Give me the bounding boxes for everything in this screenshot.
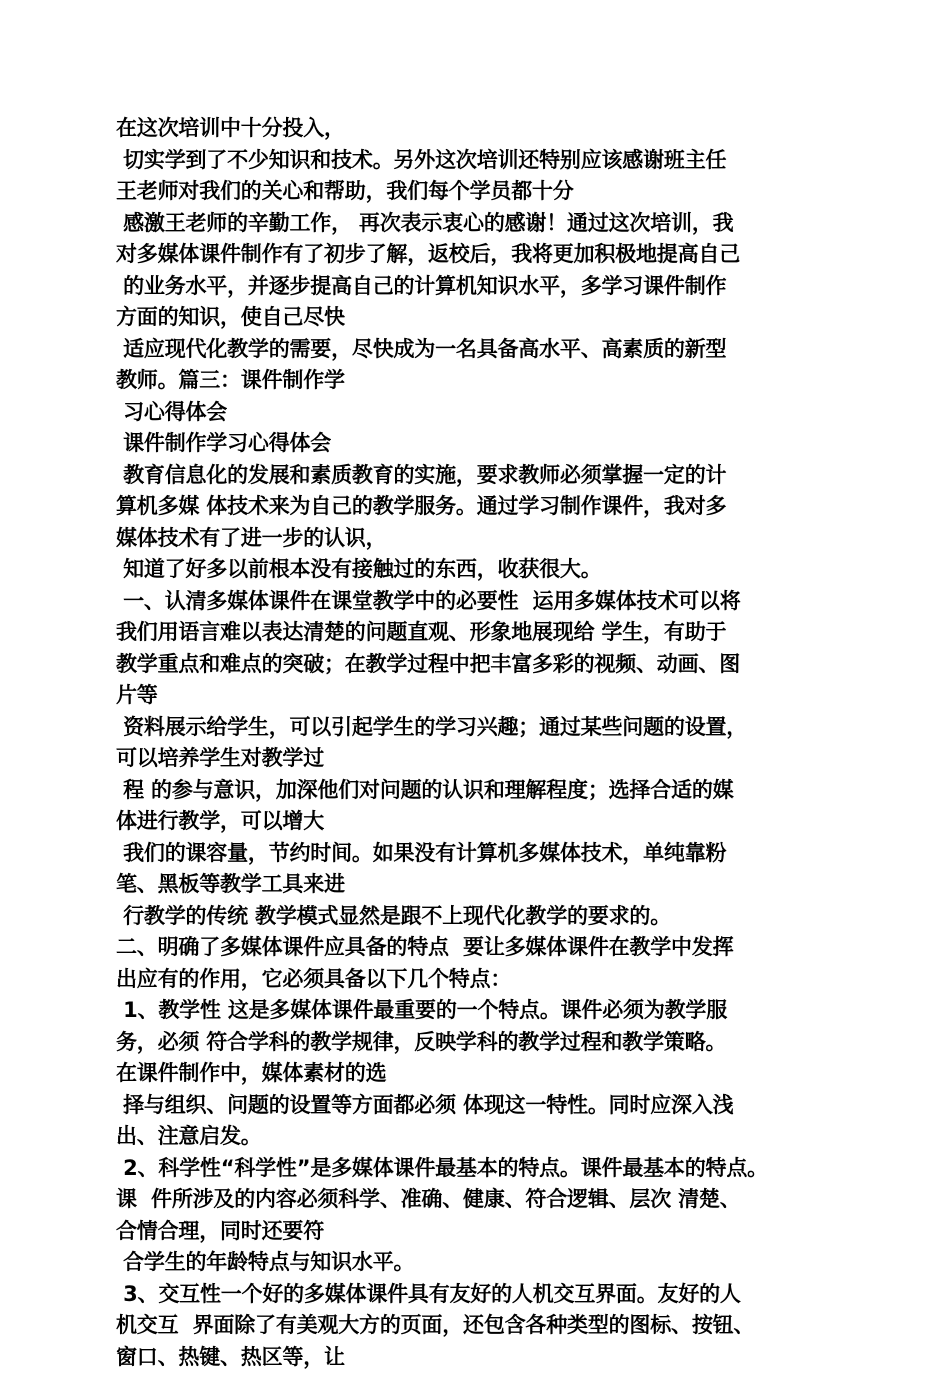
text-line-13: 算机多媒 体技术来为自己的教学服务。通过学习制作课件，我对多 bbox=[116, 491, 840, 523]
text-line-21: 可以培养学生对教学过 bbox=[116, 743, 840, 775]
text-line-9: 教师。篇三：课件制作学 bbox=[116, 365, 840, 397]
text-line-24: 我们的课容量，节约时间。如果没有计算机多媒体技术，单纯靠粉 bbox=[116, 838, 840, 870]
text-line-33: 出、注意启发。 bbox=[116, 1121, 840, 1153]
text-line-17: 我们用语言难以表达清楚的问题直观、形象地展现给 学生，有助于 bbox=[116, 617, 840, 649]
text-line-12: 教育信息化的发展和素质教育的实施，要求教师必须掌握一定的计 bbox=[116, 460, 840, 492]
text-line-8: 适应现代化教学的需要，尽快成为一名具备高水平、高素质的新型 bbox=[116, 334, 840, 366]
text-line-5: 对多媒体课件制作有了初步了解，返校后，我将更加积极地提高自己 bbox=[116, 239, 840, 271]
text-line-7: 方面的知识，使自己尽快 bbox=[116, 302, 840, 334]
text-line-30: 务，必须 符合学科的教学规律，反映学科的教学过程和教学策略。 bbox=[116, 1027, 840, 1059]
text-line-11: 课件制作学习心得体会 bbox=[116, 428, 840, 460]
text-line-39: 机交互 界面除了有美观大方的页面，还包含各种类型的图标、按钮、 bbox=[116, 1310, 840, 1342]
text-line-4: 感激王老师的辛勤工作， 再次表示衷心的感谢！通过这次培训，我 bbox=[116, 208, 840, 240]
text-line-2: 切实学到了不少知识和技术。另外这次培训还特别应该感谢班主任 bbox=[116, 145, 840, 177]
text-line-34: 2、科学性“科学性”是多媒体课件最基本的特点。课件最基本的特点。 bbox=[116, 1153, 840, 1185]
text-line-18: 教学重点和难点的突破；在教学过程中把丰富多彩的视频、动画、图 bbox=[116, 649, 840, 681]
body-text bbox=[116, 113, 840, 1373]
text-line-28: 出应有的作用，它必须具备以下几个特点： bbox=[116, 964, 840, 996]
text-line-10: 习心得体会 bbox=[116, 397, 840, 429]
text-line-31: 在课件制作中，媒体素材的选 bbox=[116, 1058, 840, 1090]
text-line-37: 合学生的年龄特点与知识水平。 bbox=[116, 1247, 840, 1279]
text-line-27: 二、明确了多媒体课件应具备的特点 要让多媒体课件在教学中发挥 bbox=[116, 932, 840, 964]
text-line-36: 合情合理，同时还要符 bbox=[116, 1216, 840, 1248]
text-line-3: 王老师对我们的关心和帮助，我们每个学员都十分 bbox=[116, 176, 840, 208]
text-line-16: 一、认清多媒体课件在课堂教学中的必要性 运用多媒体技术可以将 bbox=[116, 586, 840, 618]
text-line-35: 课 件所涉及的内容必须科学、准确、健康、符合逻辑、层次 清楚、 bbox=[116, 1184, 840, 1216]
text-line-20: 资料展示给学生，可以引起学生的学习兴趣；通过某些问题的设置， bbox=[116, 712, 840, 744]
text-line-38: 3、交互性一个好的多媒体课件具有友好的人机交互界面。友好的人 bbox=[116, 1279, 840, 1311]
text-line-25: 笔、黑板等教学工具来进 bbox=[116, 869, 840, 901]
text-line-1: 在这次培训中十分投入， bbox=[116, 113, 840, 145]
text-line-22: 程 的参与意识，加深他们对问题的认识和理解程度；选择合适的媒 bbox=[116, 775, 840, 807]
text-line-29: 1、教学性 这是多媒体课件最重要的一个特点。课件必须为教学服 bbox=[116, 995, 840, 1027]
text-line-14: 媒体技术有了进一步的认识， bbox=[116, 523, 840, 555]
text-line-40: 窗口、热键、热区等，让 bbox=[116, 1342, 840, 1373]
text-line-26: 行教学的传统 教学模式显然是跟不上现代化教学的要求的。 bbox=[116, 901, 840, 933]
text-line-15: 知道了好多以前根本没有接触过的东西，收获很大。 bbox=[116, 554, 840, 586]
text-line-23: 体进行教学，可以增大 bbox=[116, 806, 840, 838]
text-line-19: 片等 bbox=[116, 680, 840, 712]
text-line-6: 的业务水平，并逐步提高自己的计算机知识水平，多学习课件制作 bbox=[116, 271, 840, 303]
text-line-32: 择与组织、问题的设置等方面都必须 体现这一特性。同时应深入浅 bbox=[116, 1090, 840, 1122]
